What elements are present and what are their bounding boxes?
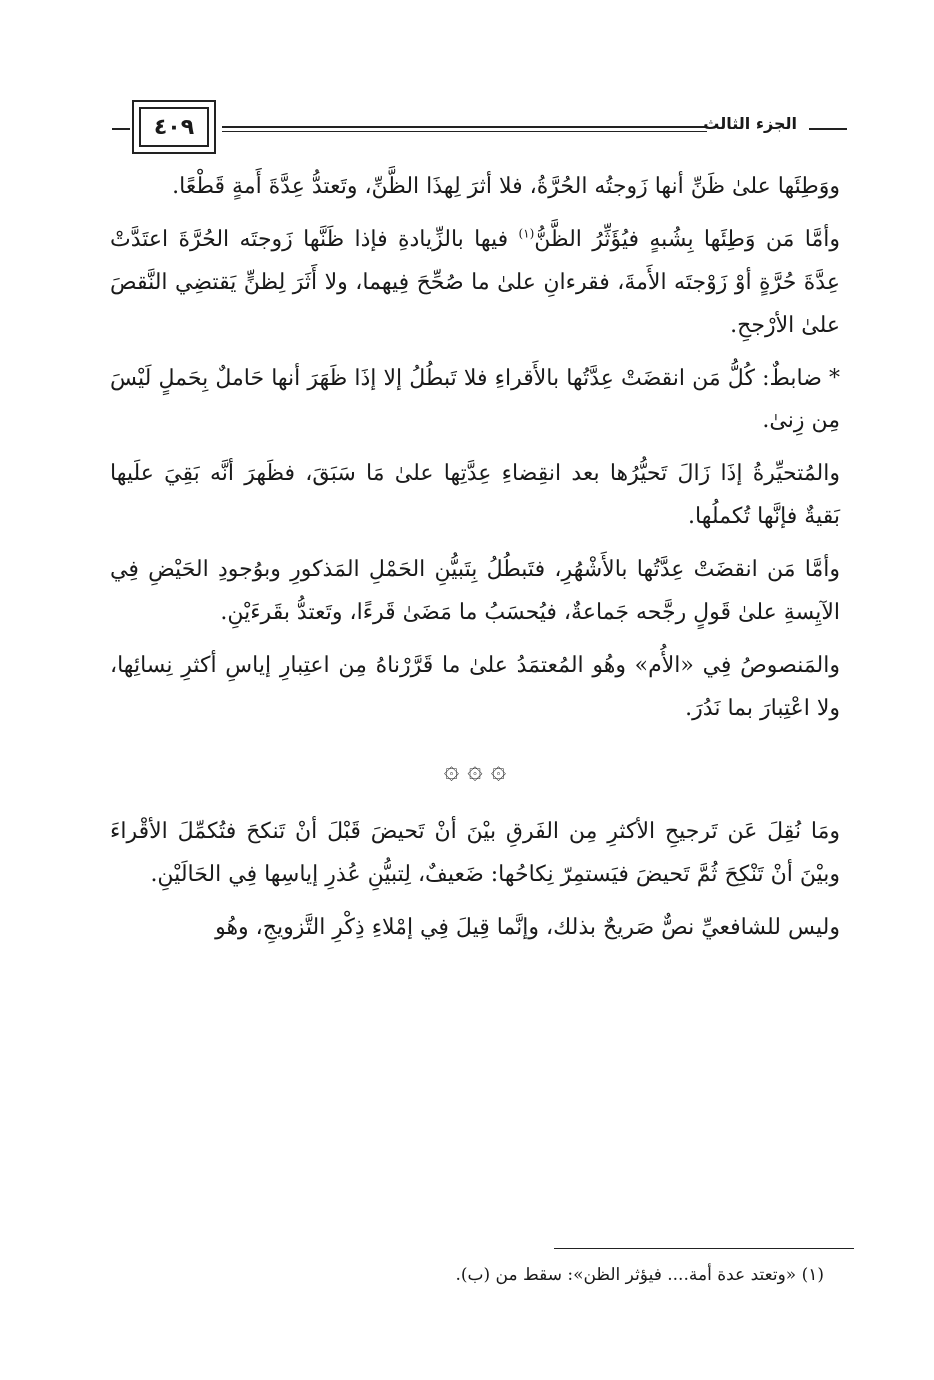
section-ornament: ۞ ۞ ۞: [443, 754, 507, 785]
paragraph: والمَنصوصُ فِي «الأُم» وهُو المُعتمَدُ علىٰ ما قَرَّرْناهُ مِن اعتِبارِ إياسِ أكثرِ نِسائِها، ولا اعْتِبارَ بما نَدُرَ.: [110, 652, 840, 721]
footnote: (١) «وتعتد عدة أمة.... فيؤثر الظن»: سقط من (ب).: [455, 1265, 824, 1285]
paragraph: * ضابطٌ: كُلُّ مَن انقضَتْ عِدَّتُها بالأَقراءِ فلا تَبطُلُ إلا إذَا ظَهَرَ أنها حَاملٌ بِحَملٍ لَيْسَ مِن زِنىٰ.: [110, 365, 840, 434]
page-number: ٤٠٩: [139, 107, 209, 147]
main-text: [110, 166, 840, 960]
paragraph-text: وأمَّا مَن وَطِئَها بِشُبهٍ فيُؤَثِّرُ الظَّنُّ: [534, 226, 840, 252]
page-header: [112, 100, 847, 160]
page-number-box: [132, 100, 216, 154]
header-rule-right: [809, 128, 847, 130]
header-rule-left: [112, 128, 130, 130]
paragraph: وأمَّا مَن انقضَتْ عِدَّتُها بالأَشْهُرِ، فتَبطُلُ بِتَبيُّنِ الحَمْلِ المَذكورِ وبوُجودِ الحَيْضِ فِي الآيِسةِ علىٰ قَولٍ رجَّحه جَماعةٌ، فيُحسَبُ ما مَضَىٰ قَرءًا، وتَعتدُّ بقَرءَيْنِ.: [110, 557, 840, 626]
header-rule-thin: [222, 131, 707, 132]
footnote-separator: [554, 1248, 854, 1249]
paragraph: [110, 219, 840, 348]
paragraph-text-cont: فيها بالزِّيادةِ فإذا ظَنَّها زَوجتَه الحُرَّةَ اعتَدَّتْ عِدَّةَ حُرَّةٍ أوْ زَوْجتَه الأَمةَ، فقرءانِ علىٰ ما صُحِّحَ فِيهما، ولا أَثَرَ لِظنٍّ يَقتضِي النَّقصَ علىٰ الأرْجحِ.: [110, 226, 840, 338]
running-title: الجزء الثالث: [703, 114, 797, 133]
paragraph: ووَطِئَها علىٰ ظَنِّ أنها زَوجتُه الحُرَّةُ، فلا أثرَ لِهذَا الظَّنِّ، وتَعتدُّ عِدَّةَ أَمةٍ قَطْعًا.: [172, 174, 840, 199]
footnote-marker: (١): [518, 226, 535, 241]
paragraph: وليس للشافعيِّ نصٌّ صَريحٌ بذلك، وإنَّما قِيلَ فِي إمْلاءِ ذِكْرِ التَّزويجِ، وهُو: [215, 915, 840, 941]
header-rule-thick: [222, 126, 707, 128]
paragraph: والمُتحيِّرةُ إذَا زَالَ تَحيُّرُها بعد انقِضاءِ عِدَّتِها علىٰ مَا سَبَقَ، فظَهرَ أنَّه بَقِيَ علَيها بَقيةٌ فإنَّها تُكملُها.: [110, 461, 840, 530]
paragraph: ومَا نُقِلَ عَن تَرجيحِ الأكثرِ مِن الفَرقِ بيْنَ أنْ تَحيضَ قَبْلَ أنْ تَنكحَ فتُكمِّلَ الأقْراءَ وبيْنَ أنْ تَنْكِحَ ثُمَّ تَحيضَ فيَستمِرّ نِكاحُها: ضَعيفٌ، لِتبيُّنِ عُذرِ إياسِها فِي الحَالَيْنِ.: [110, 819, 840, 888]
